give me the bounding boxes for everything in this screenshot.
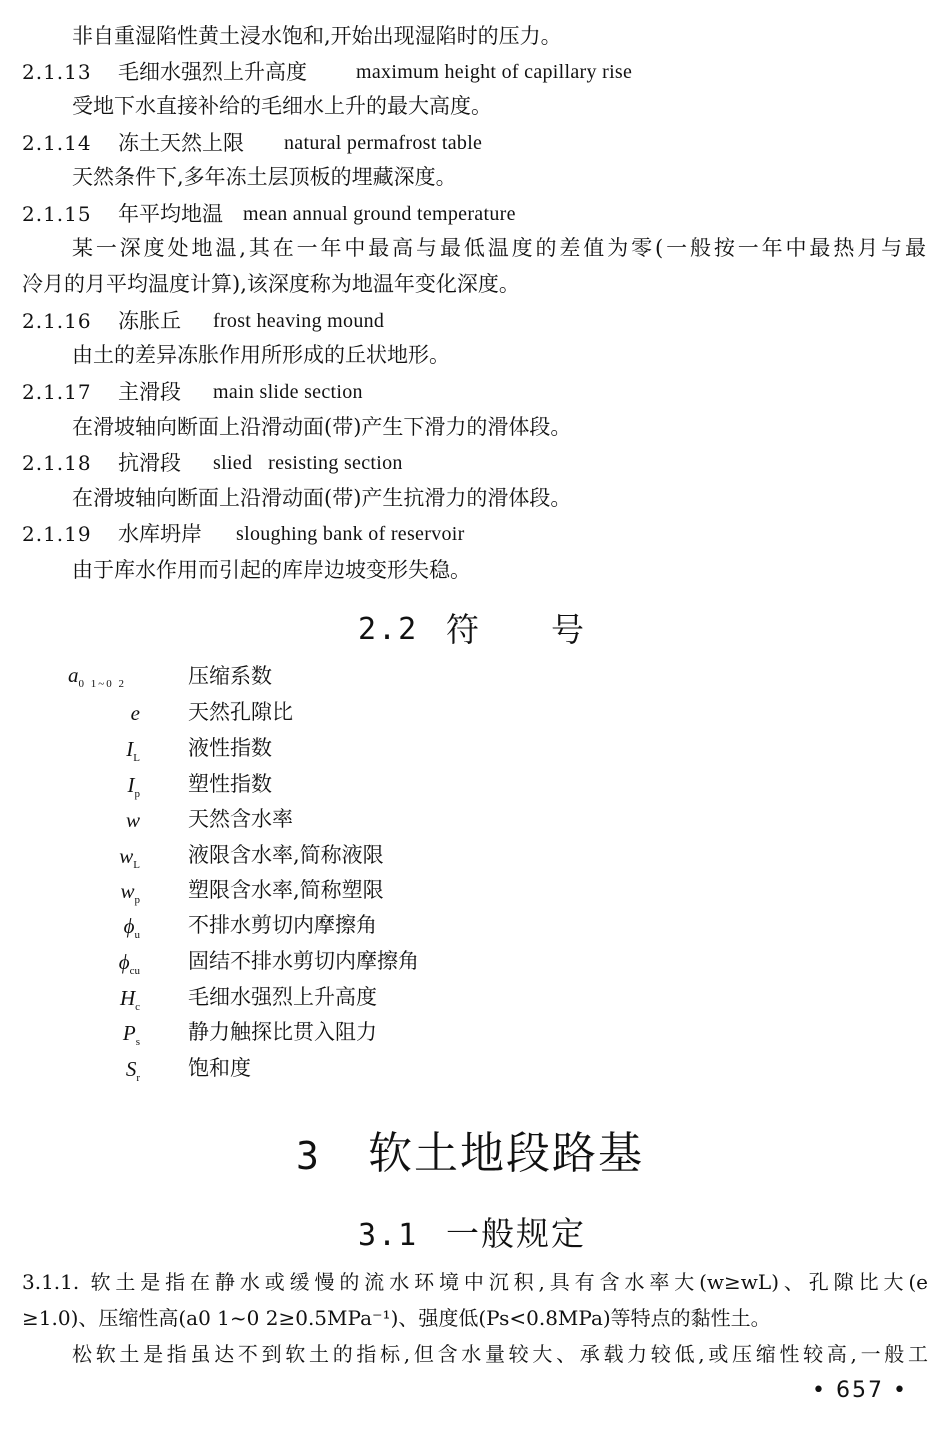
term-chinese: 毛细水强烈上升高度	[118, 60, 307, 84]
symbol: e	[130, 701, 140, 725]
term-definition: 在滑坡轴向断面上沿滑动面(带)产生下滑力的滑体段。	[72, 415, 572, 439]
paragraph-line: 3.1.1. 软土是指在静水或缓慢的流水环境中沉积,具有含水率大(w≥wL)、孔隙比大(e	[22, 1270, 928, 1294]
term-english: natural permafrost table	[284, 132, 483, 154]
term-chinese: 水库坍岸	[118, 522, 202, 546]
symbol-definition: 饱和度	[188, 1056, 251, 1080]
term-number: 2.1.18	[22, 451, 92, 475]
term-definition: 天然条件下,多年冻土层顶板的埋藏深度。	[72, 165, 457, 189]
term-definition: 由土的差异冻胀作用所形成的丘状地形。	[72, 343, 450, 367]
term-definition: 在滑坡轴向断面上沿滑动面(带)产生抗滑力的滑体段。	[72, 486, 572, 510]
symbol-definition: 天然孔隙比	[188, 700, 293, 724]
symbol: $H_c$	[119, 986, 140, 1014]
term-number: 2.1.17	[22, 380, 92, 404]
chapter-title: 软土地段路基	[368, 1128, 644, 1179]
term-english: frost heaving mound	[213, 310, 385, 332]
term-number: 2.1.16	[22, 309, 92, 333]
symbol: $w_L$	[119, 844, 140, 872]
page-number: • 657 •	[812, 1378, 908, 1403]
term-english: mean annual ground temperature	[243, 203, 516, 225]
term-chinese: 冻土天然上限	[118, 131, 244, 155]
symbol: $\phi_u$	[123, 914, 140, 942]
term-number: 2.1.15	[22, 202, 92, 226]
section-title: 一般规定	[446, 1214, 586, 1253]
term-chinese: 冻胀丘	[118, 309, 181, 333]
term-number: 2.1.19	[22, 522, 92, 546]
symbol: $S_r$	[125, 1057, 140, 1085]
symbol: $a_{0 1\sim 0 2}$	[68, 663, 126, 691]
section-number: 3.1	[358, 1218, 419, 1253]
symbol-definition: 压缩系数	[188, 664, 272, 688]
paragraph-line: 松软土是指虽达不到软土的指标,但含水量较大、承载力较低,或压缩性较高,一般工	[72, 1342, 928, 1366]
symbol-definition: 不排水剪切内摩擦角	[188, 913, 377, 937]
symbol: $\phi_{cu}$	[118, 950, 140, 978]
term-definition: 由于库水作用而引起的库岸边坡变形失稳。	[72, 558, 471, 582]
section-number: 2.2	[358, 612, 419, 647]
term-english: sloughing bank of reservoir	[236, 523, 465, 545]
term-definition-continued: 冷月的月平均温度计算),该深度称为地温年变化深度。	[22, 272, 520, 296]
term-english: maximum height of capillary rise	[356, 61, 633, 83]
symbol-definition: 静力触探比贯入阻力	[188, 1020, 377, 1044]
term-chinese: 主滑段	[118, 380, 181, 404]
symbol-definition: 天然含水率	[188, 807, 293, 831]
symbol: w	[125, 808, 140, 832]
intro-line: 非自重湿陷性黄土浸水饱和,开始出现湿陷时的压力。	[72, 24, 562, 48]
term-chinese: 抗滑段	[118, 451, 181, 475]
symbol: $I_p$	[127, 773, 140, 801]
term-definition: 某一深度处地温,其在一年中最高与最低温度的差值为零(一般按一年中最热月与最	[72, 236, 926, 260]
symbol-definition: 固结不排水剪切内摩擦角	[188, 949, 419, 973]
symbol-definition: 塑性指数	[188, 772, 272, 796]
symbol-definition: 液性指数	[188, 736, 272, 760]
section-title: 符 号	[446, 610, 586, 649]
term-definition: 受地下水直接补给的毛细水上升的最大高度。	[72, 94, 492, 118]
term-english: main slide section	[213, 381, 363, 403]
paragraph-line: ≥1.0)、压缩性高(a0 1~0 2≥0.5MPa⁻¹)、强度低(Ps<0.8MPa)等特点的黏性土。	[22, 1306, 771, 1330]
term-number: 2.1.14	[22, 131, 92, 155]
symbol-definition: 液限含水率,简称液限	[188, 843, 384, 867]
chapter-number: 3	[296, 1134, 321, 1178]
symbol: $w_p$	[120, 879, 140, 907]
symbol: $I_L$	[126, 737, 140, 765]
term-chinese: 年平均地温	[118, 202, 223, 226]
symbol-definition: 毛细水强烈上升高度	[188, 985, 377, 1009]
term-number: 2.1.13	[22, 60, 92, 84]
symbol-definition: 塑限含水率,简称塑限	[188, 878, 384, 902]
term-english: slied resisting section	[213, 452, 403, 474]
symbol: $P_s$	[122, 1021, 140, 1049]
